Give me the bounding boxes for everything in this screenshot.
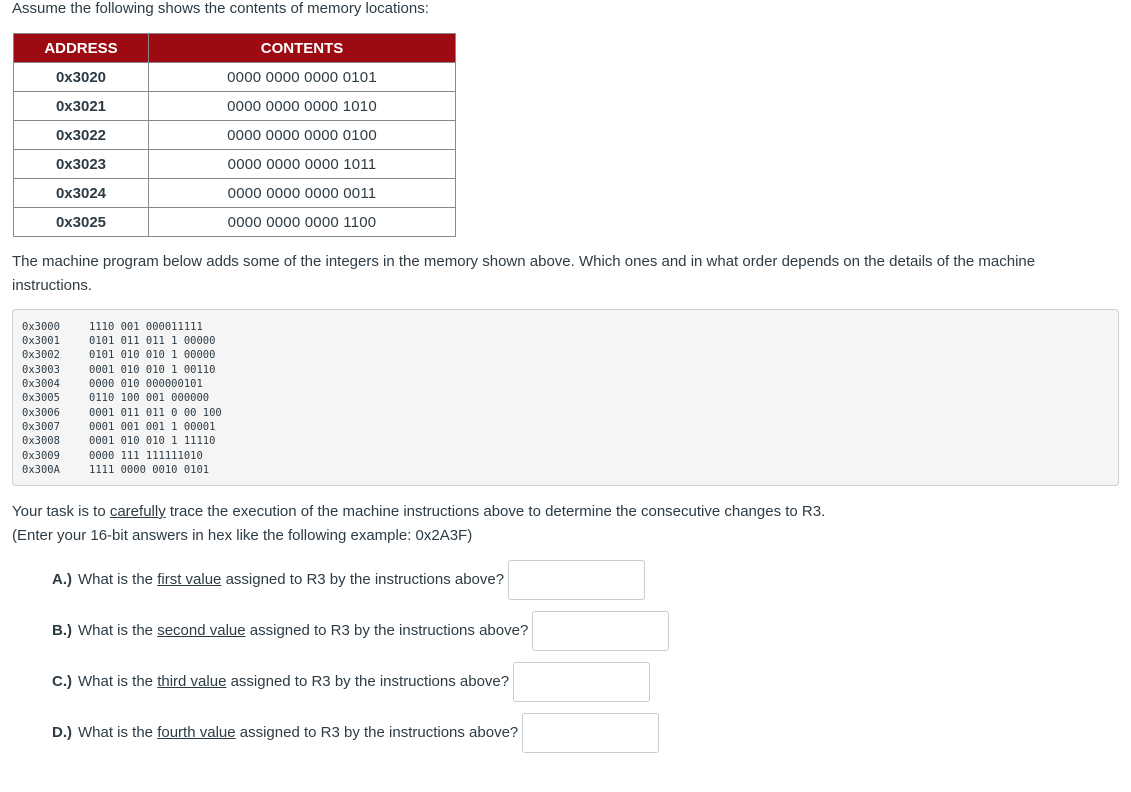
- code-line: [22, 391, 209, 405]
- task-text: trace the execution of the machine instructions above to determine the consecutive changes to R3.: [165, 503, 826, 520]
- answer-a-input[interactable]: [508, 560, 645, 600]
- program-description: The machine program below adds some of the integers in the memory shown above. Which ones and in what order depends on the details of the machine instructions.: [12, 253, 1036, 294]
- question-c: [52, 662, 650, 702]
- code-line: [22, 377, 203, 391]
- answer-d-input[interactable]: [522, 713, 659, 753]
- address-cell: 0x3024: [14, 179, 149, 208]
- code-address: 0x3006: [22, 407, 60, 419]
- question-d: [52, 713, 659, 753]
- table-row: [14, 179, 456, 208]
- contents-cell: 0000 0000 0000 1010: [149, 92, 456, 121]
- table-row: [14, 150, 456, 179]
- question-label: A.): [52, 571, 72, 588]
- code-instruction: 0000 111 111111010: [89, 450, 203, 462]
- memory-table: [13, 33, 456, 237]
- program-code-block: [12, 309, 1119, 486]
- code-address: 0x3009: [22, 450, 60, 462]
- contents-cell: 0000 0000 0000 1100: [149, 208, 456, 237]
- code-line: [22, 434, 215, 448]
- code-instruction: 0101 010 010 1 00000: [89, 349, 216, 361]
- intro-text: Assume the following shows the contents of memory locations:: [12, 0, 429, 17]
- code-instruction: 0110 100 001 000000: [89, 392, 210, 404]
- code-line: [22, 420, 215, 434]
- code-instruction: 0001 011 011 0 00 100: [89, 407, 222, 419]
- address-cell: 0x3020: [14, 63, 149, 92]
- address-cell: 0x3021: [14, 92, 149, 121]
- code-instruction: 0001 001 001 1 00001: [89, 421, 216, 433]
- code-address: 0x3007: [22, 421, 60, 433]
- code-instruction: 0001 010 010 1 11110: [89, 435, 216, 447]
- address-cell: 0x3023: [14, 150, 149, 179]
- contents-cell: 0000 0000 0000 0101: [149, 63, 456, 92]
- code-line: [22, 320, 203, 334]
- table-row: [14, 92, 456, 121]
- task-note: (Enter your 16-bit answers in hex like the following example: 0x2A3F): [12, 527, 473, 544]
- question-label: D.): [52, 724, 72, 741]
- question-text: What is the second value assigned to R3 by the instructions above?: [78, 622, 529, 639]
- question-emphasis: second value: [157, 622, 246, 639]
- code-line: [22, 463, 209, 477]
- answer-c-input[interactable]: [513, 662, 650, 702]
- contents-cell: 0000 0000 0000 1011: [149, 150, 456, 179]
- task-instructions: [12, 500, 1112, 548]
- code-address: 0x300A: [22, 464, 60, 476]
- question-label: C.): [52, 673, 72, 690]
- table-row: [14, 63, 456, 92]
- question-a: [52, 560, 645, 600]
- question-label: B.): [52, 622, 72, 639]
- address-cell: 0x3022: [14, 121, 149, 150]
- code-instruction: 1111 0000 0010 0101: [89, 464, 210, 476]
- question-text: What is the fourth value assigned to R3 by the instructions above?: [78, 724, 519, 741]
- code-address: 0x3004: [22, 378, 60, 390]
- table-header-row: [14, 34, 456, 63]
- code-instruction: 0001 010 010 1 00110: [89, 364, 216, 376]
- code-address: 0x3002: [22, 349, 60, 361]
- question-text: What is the first value assigned to R3 by the instructions above?: [78, 571, 505, 588]
- question-b: [52, 611, 669, 651]
- contents-cell: 0000 0000 0000 0100: [149, 121, 456, 150]
- code-instruction: 0101 011 011 1 00000: [89, 335, 216, 347]
- code-instruction: 1110 001 000011111: [89, 321, 203, 333]
- table-row: [14, 121, 456, 150]
- task-line: [12, 500, 1112, 524]
- question-emphasis: fourth value: [157, 724, 236, 741]
- code-instruction: 0000 010 000000101: [89, 378, 203, 390]
- code-address: 0x3001: [22, 335, 60, 347]
- code-line: [22, 334, 215, 348]
- contents-header: CONTENTS: [149, 34, 456, 63]
- question-emphasis: first value: [157, 571, 222, 588]
- code-line: [22, 348, 215, 362]
- emphasis-carefully: carefully: [109, 503, 166, 520]
- question-text: What is the third value assigned to R3 by the instructions above?: [78, 673, 510, 690]
- code-line: [22, 363, 215, 377]
- address-header: ADDRESS: [14, 34, 149, 63]
- code-address: 0x3003: [22, 364, 60, 376]
- code-address: 0x3005: [22, 392, 60, 404]
- code-address: 0x3000: [22, 321, 60, 333]
- code-line: [22, 449, 203, 463]
- task-text: Your task is to: [12, 503, 110, 520]
- code-line: [22, 406, 222, 420]
- question-emphasis: third value: [157, 673, 227, 690]
- code-address: 0x3008: [22, 435, 60, 447]
- answer-b-input[interactable]: [532, 611, 669, 651]
- address-cell: 0x3025: [14, 208, 149, 237]
- table-row: [14, 208, 456, 237]
- contents-cell: 0000 0000 0000 0011: [149, 179, 456, 208]
